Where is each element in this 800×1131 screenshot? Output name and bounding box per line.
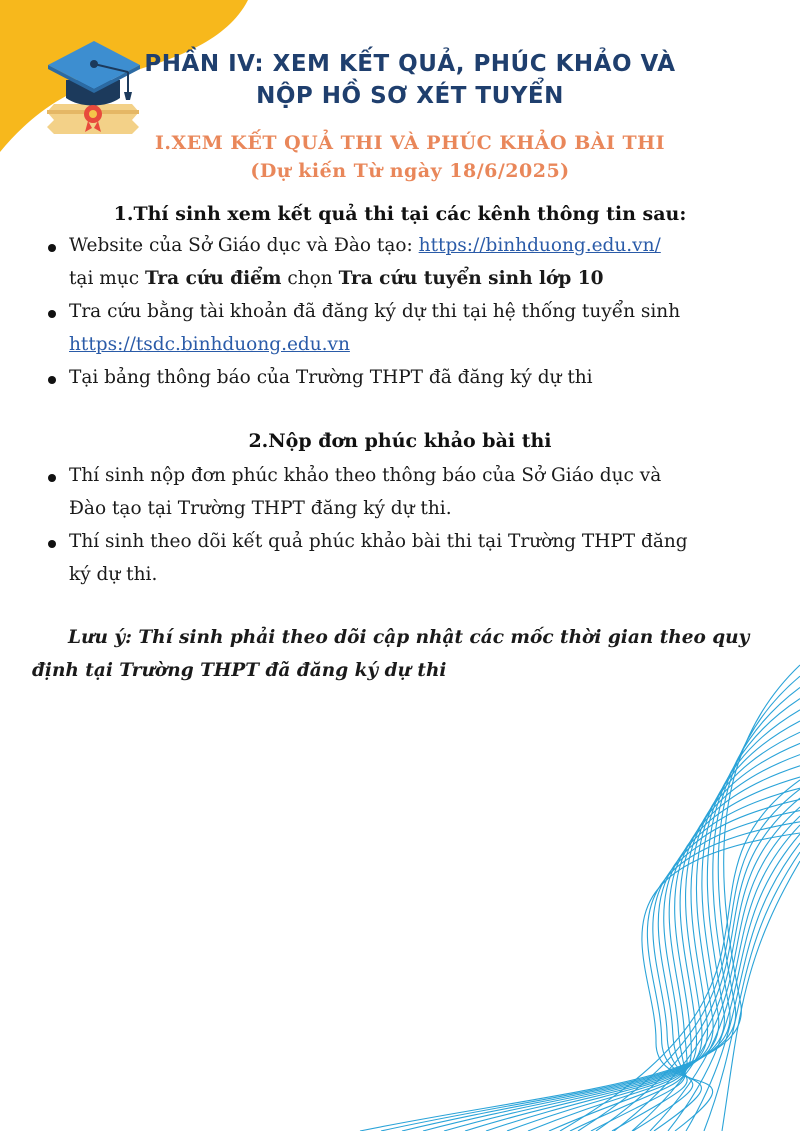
- part1-bullet-account-cont: [48, 328, 778, 361]
- part2-bullet-submit-cont: [48, 492, 778, 525]
- note-line2: định tại Trường THPT đã đăng ký dự thi: [32, 660, 447, 681]
- wave-line: [560, 780, 800, 1131]
- page-title: [140, 48, 680, 112]
- page-title-line2: NỘP HỒ SƠ XÉT TUYỂN: [256, 83, 564, 109]
- bullet-text: Tra cứu bằng tài khoản đã đăng ký dự thi tại hệ thống tuyển sinh: [69, 301, 681, 322]
- bullet-icon: [48, 376, 56, 384]
- bullet-text: Tại bảng thông báo của Trường THPT đã đăng ký dự thi: [69, 367, 593, 388]
- part2-bullet-follow: [48, 525, 778, 558]
- tra-cuu-tuyen-sinh-label: Tra cứu tuyển sinh lớp 10: [338, 268, 604, 289]
- bullet-text: tại mục: [69, 268, 145, 289]
- note-line1: Lưu ý: Thí sinh phải theo dõi cập nhật các mốc thời gian theo quy: [68, 627, 750, 648]
- bullet-text: chọn: [281, 268, 339, 289]
- bullet-text: Website của Sở Giáo dục và Đào tạo:: [69, 235, 419, 256]
- part2-bullet-follow-cont: [48, 558, 778, 591]
- part1-bullet-board: [48, 361, 778, 394]
- tsdc-link[interactable]: https://tsdc.binhduong.edu.vn: [69, 334, 350, 355]
- part2-heading: 2.Nộp đơn phúc khảo bài thi: [248, 430, 552, 452]
- wave-line: [578, 789, 800, 1131]
- binhduong-link[interactable]: https://binhduong.edu.vn/: [418, 235, 661, 256]
- bullet-text: Thí sinh nộp đơn phúc khảo theo thông báo của Sở Giáo dục và: [69, 465, 662, 486]
- section-title: I.XEM KẾT QUẢ THI VÀ PHÚC KHẢO BÀI THI: [154, 132, 665, 154]
- section-date: (Dự kiến Từ ngày 18/6/2025): [250, 160, 570, 182]
- bullet-icon: [48, 310, 56, 318]
- bullet-text: ký dự thi.: [69, 564, 158, 585]
- part1-bullet-account: [48, 295, 778, 328]
- bullet-text: Đào tạo tại Trường THPT đăng ký dự thi.: [69, 498, 452, 519]
- bullet-icon: [48, 474, 56, 482]
- bullet-icon: [48, 540, 56, 548]
- bullet-text: Thí sinh theo dõi kết quả phúc khảo bài thi tại Trường THPT đăng: [69, 531, 688, 552]
- part1-bullet-website-cont: [48, 262, 778, 295]
- part1-bullet-website: [48, 229, 778, 262]
- page-title-line1: PHẦN IV: XEM KẾT QUẢ, PHÚC KHẢO VÀ: [144, 51, 676, 77]
- bullet-icon: [48, 244, 56, 252]
- tra-cuu-diem-label: Tra cứu điểm: [144, 268, 282, 289]
- part1-heading: 1.Thí sinh xem kết quả thi tại các kênh thông tin sau:: [113, 203, 687, 225]
- part2-bullet-submit: [48, 459, 778, 492]
